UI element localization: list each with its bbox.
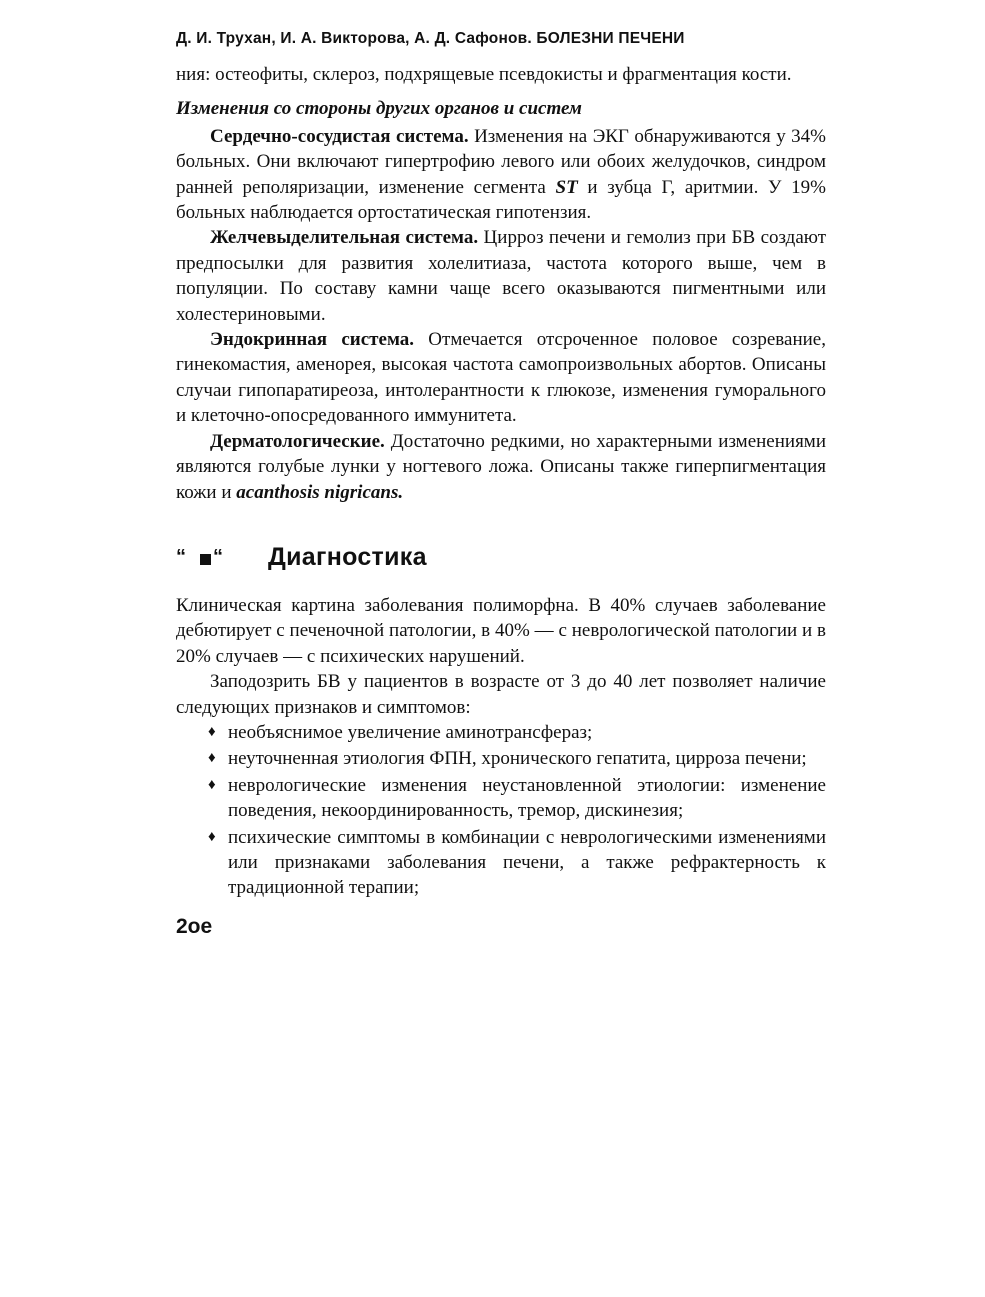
st-segment-label: ST [555,176,578,198]
section-title: Диагностика [268,543,427,572]
term-cardiovascular: Сердечно-сосудистая система. [210,125,469,147]
intro-paragraph: ния: остеофиты, склероз, подхрящевые псевдокисты и фрагментация кости. [176,64,792,85]
list-item-text: неврологические изменения неустановленной этиологии: изменение поведения, некоординированность, тремор, дискинезия; [228,774,826,822]
section-mark-left: “ [176,546,186,569]
diagnostics-paragraph-2: Заподозрить БВ у пациентов в возрасте от 3 до 40 лет позволяет наличие следующих признаков и симптомов: [176,671,826,718]
running-head: Д. И. Трухан, И. А. Викторова, А. Д. Сафонов. БОЛЕЗНИ ПЕЧЕНИ [176,30,685,47]
paragraph-dermatologic-text: Достаточно редкими, но характерными изменениями являются голубые лунки у ногтевого ложа. Описаны также гиперпигментация кожи и [176,430,826,503]
list-item [176,720,826,745]
book-page [176,30,826,939]
diamond-bullet-icon: ♦ [208,776,216,793]
acanthosis-term: acanthosis nigricans. [236,481,404,503]
list-item-text: психические симптомы в комбинации с неврологическими изменениями или признаками заболевания печени, а также рефрактерность к традиционной терапии; [228,826,826,899]
term-endocrine: Эндокринная система. [210,329,415,351]
diamond-bullet-icon: ♦ [208,750,216,767]
diagnostics-paragraph-1: Клиническая картина заболевания полиморфна. В 40% случаев заболевание дебютирует с печеночной патологии, в 40% — с неврологической патологии и в 20% случаев — с психических нарушений. [176,594,826,667]
list-item-text: необъяснимое увеличение аминотрансфераз; [228,721,593,743]
paragraph-endocrine-text: Отмечается отсроченное половое созревание, гинекомастия, аменорея, высокая частота самопроизвольных абортов. Описаны случаи гипопаратиреоза, интолерантности к глюкозе, изменения гуморального и клеточно-опосредованного иммунитета. [176,329,826,427]
paragraph-biliary [176,225,826,327]
paragraph-biliary-text: Цирроз печени и гемолиз при БВ создают предпосылки для развития холелитиаза, частота которого выше, чем в популяции. По составу камни чаще всего оказываются пигментными или холестериновыми. [176,227,827,325]
paragraph-endocrine [176,327,826,429]
subsection-title: Изменения со стороны других органов и систем [176,98,582,120]
term-biliary: Желчевыделительная система. [210,227,479,249]
paragraph-cardiovascular-text-2: и зубца Г, аритмии. У 19% больных наблюдается ортостатическая гипотензия. [176,176,826,224]
symptom-list [176,720,826,901]
paragraph-dermatologic [176,429,826,505]
section-marker-icon [176,546,268,569]
section-mark-right: “ [213,546,223,569]
paragraph-cardiovascular [176,124,826,226]
section-heading [176,541,826,575]
list-item [176,773,826,824]
term-dermatologic: Дерматологические. [210,430,385,452]
paragraph-cardiovascular-text-1: Изменения на ЭКГ обнаруживаются у 34% больных. Они включают гипертрофию левого или обоих желудочков, синдром ранней реполяризации, изменение сегмента [176,125,826,198]
list-item [176,825,826,901]
page-number: 2oe [176,914,213,938]
square-bullet-icon [200,554,211,565]
diamond-bullet-icon: ♦ [208,828,216,845]
list-item [176,746,826,771]
list-item-text: неуточненная этиология ФПН, хронического гепатита, цирроза печени; [228,748,807,770]
diamond-bullet-icon: ♦ [208,723,216,740]
